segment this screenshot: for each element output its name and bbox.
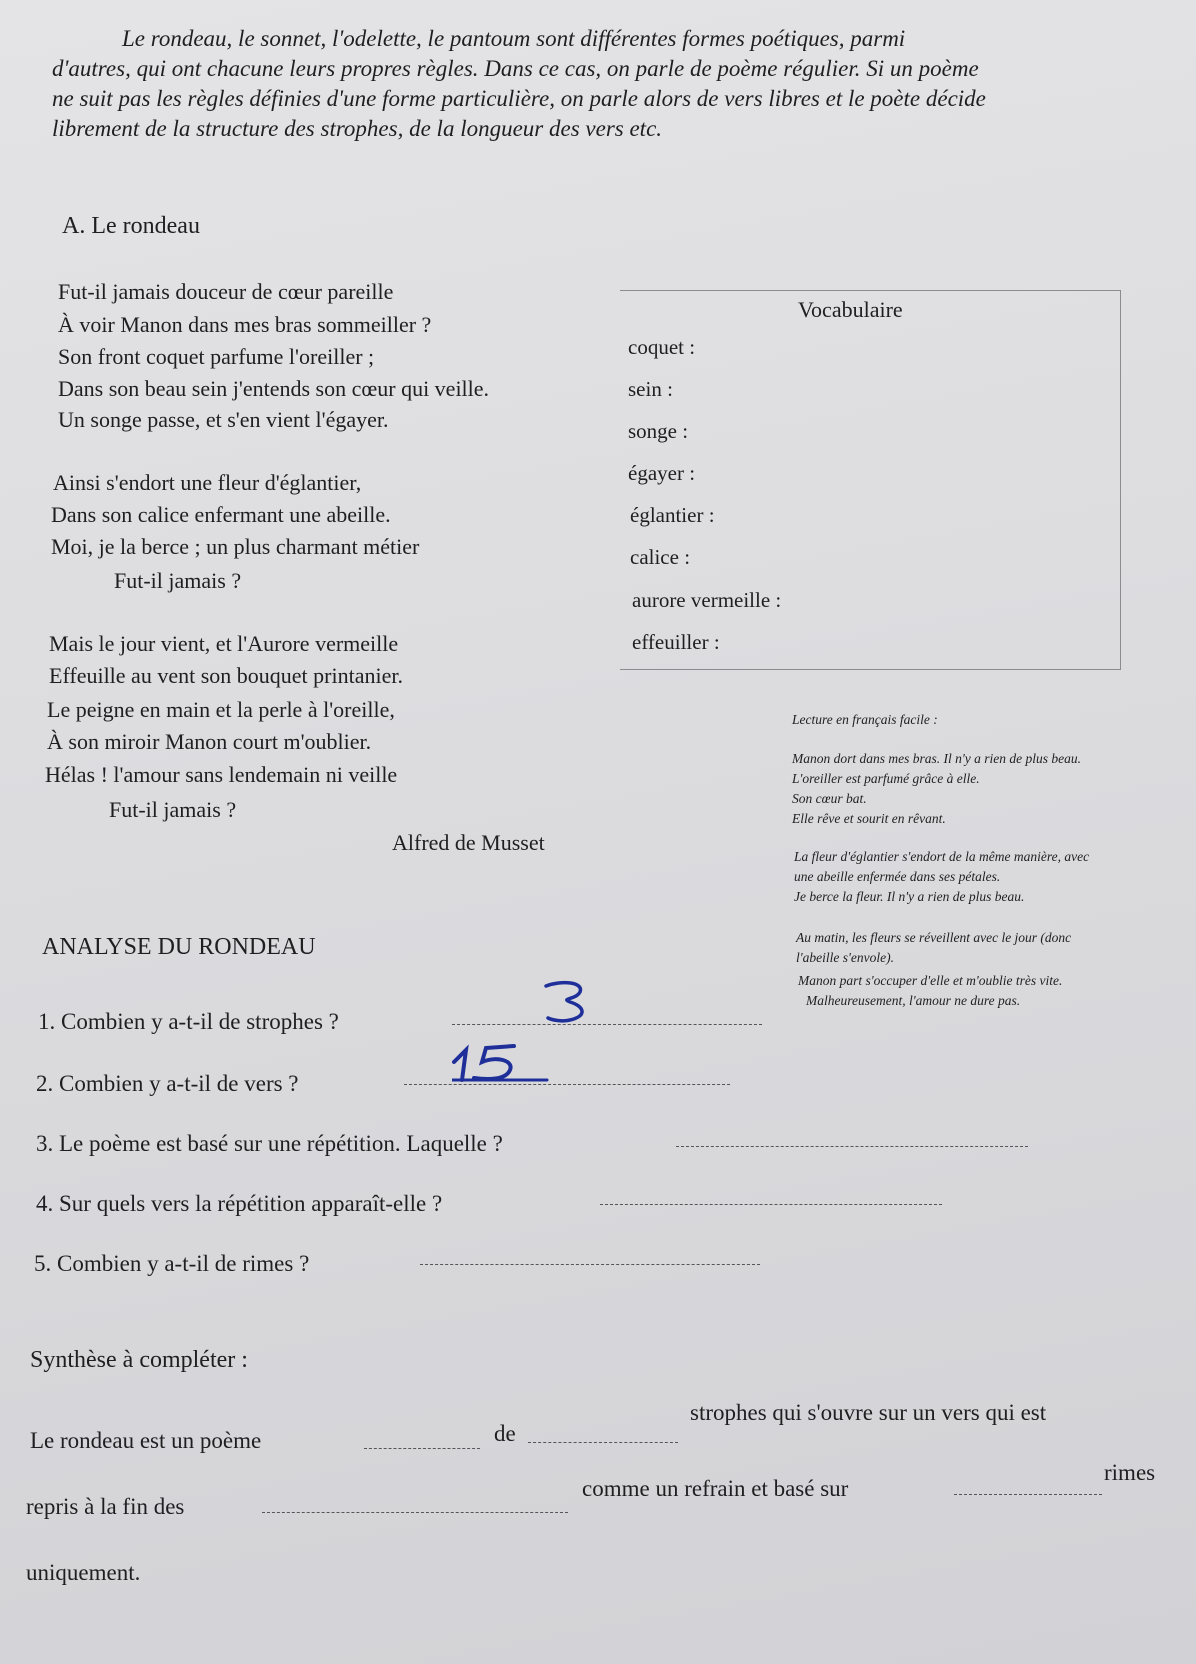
easy-reading-line: Malheureusement, l'amour ne dure pas. xyxy=(806,993,1021,1008)
poem-line: Un songe passe, et s'en vient l'égayer. xyxy=(58,407,389,432)
easy-reading-line: Manon part s'occuper d'elle et m'oublie très vite. xyxy=(798,973,1063,988)
answer-1-handwritten xyxy=(540,978,600,1031)
synthesis-text: strophes qui s'ouvre sur un vers qui est xyxy=(690,1400,1047,1425)
synthesis-text: rimes xyxy=(1104,1460,1156,1485)
easy-reading-line: une abeille enfermée dans ses pétales. xyxy=(794,869,1001,884)
vocabulary-term: aurore vermeille : xyxy=(632,588,782,612)
poem-refrain: Fut-il jamais ? xyxy=(114,568,242,593)
easy-reading-line: L'oreiller est parfumé grâce à elle. xyxy=(792,771,980,786)
vocabulary-term: calice : xyxy=(630,545,691,569)
section-title: A. Le rondeau xyxy=(62,213,200,239)
vocabulary-box xyxy=(620,290,1121,670)
question-5: 5. Combien y a-t-il de rimes ? xyxy=(34,1251,310,1276)
easy-reading-line: l'abeille s'envole). xyxy=(796,950,894,965)
question-4: 4. Sur quels vers la répétition apparaît-elle ? xyxy=(36,1191,443,1216)
intro-line: librement de la structure des strophes, de la longueur des vers etc. xyxy=(52,116,663,141)
synthesis-text: Le rondeau est un poème xyxy=(30,1428,262,1453)
poem-refrain: Fut-il jamais ? xyxy=(109,797,237,822)
vocabulary-term: églantier : xyxy=(630,503,715,527)
vocabulary-term: songe : xyxy=(628,419,689,443)
poem-line: Dans son beau sein j'entends son cœur qui veille. xyxy=(58,376,490,401)
synthesis-blank-4[interactable] xyxy=(954,1494,1102,1495)
vocabulary-term: effeuiller : xyxy=(632,630,720,654)
poem-line: Ainsi s'endort une fleur d'églantier, xyxy=(53,470,362,495)
synthesis-text: uniquement. xyxy=(26,1560,141,1585)
answer-1-field[interactable] xyxy=(452,1024,762,1025)
intro-line: Le rondeau, le sonnet, l'odelette, le pantoum sont différentes formes poétiques, parmi xyxy=(122,26,906,51)
poem-line: À voir Manon dans mes bras sommeiller ? xyxy=(58,312,432,337)
question-3: 3. Le poème est basé sur une répétition. Laquelle ? xyxy=(36,1131,503,1156)
easy-reading-line: Manon dort dans mes bras. Il n'y a rien de plus beau. xyxy=(792,751,1081,766)
easy-reading-title: Lecture en français facile : xyxy=(792,712,938,727)
poem-line: Moi, je la berce ; un plus charmant métier xyxy=(51,534,420,559)
analysis-title: ANALYSE DU RONDEAU xyxy=(42,934,316,960)
synthesis-title: Synthèse à compléter : xyxy=(30,1347,248,1373)
vocabulary-term: sein : xyxy=(628,377,673,401)
poem-line: Fut-il jamais douceur de cœur pareille xyxy=(58,279,394,304)
intro-line: d'autres, qui ont chacune leurs propres règles. Dans ce cas, on parle de poème régulier. Si un poème xyxy=(52,56,979,81)
synthesis-text: repris à la fin des xyxy=(26,1494,185,1519)
intro-line: ne suit pas les règles définies d'une forme particulière, on parle alors de vers libres et le poète décide xyxy=(52,86,986,111)
synthesis-blank-2[interactable] xyxy=(528,1442,678,1443)
answer-3-field[interactable] xyxy=(676,1146,1028,1147)
answer-5-field[interactable] xyxy=(420,1264,760,1265)
question-1: 1. Combien y a-t-il de strophes ? xyxy=(38,1009,339,1034)
synthesis-text: de xyxy=(494,1421,516,1446)
easy-reading-line: Son cœur bat. xyxy=(792,791,867,806)
synthesis-blank-3[interactable] xyxy=(262,1512,568,1513)
vocabulary-title: Vocabulaire xyxy=(798,297,903,322)
poem-line: Dans son calice enfermant une abeille. xyxy=(51,502,391,527)
vocabulary-term: égayer : xyxy=(628,461,696,485)
poem-line: Mais le jour vient, et l'Aurore vermeille xyxy=(49,631,399,656)
handwritten-fifteen xyxy=(452,1040,552,1084)
easy-reading-line: Au matin, les fleurs se réveillent avec le jour (donc xyxy=(796,930,1072,945)
poem-line: Effeuille au vent son bouquet printanier. xyxy=(49,663,403,688)
easy-reading-line: Elle rêve et sourit en rêvant. xyxy=(792,811,946,826)
poem-line: Le peigne en main et la perle à l'oreille, xyxy=(47,697,395,722)
easy-reading-line: Je berce la fleur. Il n'y a rien de plus beau. xyxy=(794,889,1025,904)
vocabulary-term: coquet : xyxy=(628,335,696,359)
easy-reading-line: La fleur d'églantier s'endort de la même manière, avec xyxy=(794,849,1090,864)
poem-line: Hélas ! l'amour sans lendemain ni veille xyxy=(45,762,398,787)
answer-2-handwritten xyxy=(452,1040,552,1089)
synthesis-text: comme un refrain et basé sur xyxy=(582,1476,849,1501)
question-2: 2. Combien y a-t-il de vers ? xyxy=(36,1071,299,1096)
answer-4-field[interactable] xyxy=(600,1204,942,1205)
poem-line: Son front coquet parfume l'oreiller ; xyxy=(58,344,375,369)
synthesis-blank-1[interactable] xyxy=(364,1448,480,1449)
intro-paragraph xyxy=(52,24,1102,144)
poem-line: À son miroir Manon court m'oublier. xyxy=(47,729,372,754)
handwritten-three xyxy=(540,978,600,1026)
poem-author: Alfred de Musset xyxy=(392,830,545,855)
